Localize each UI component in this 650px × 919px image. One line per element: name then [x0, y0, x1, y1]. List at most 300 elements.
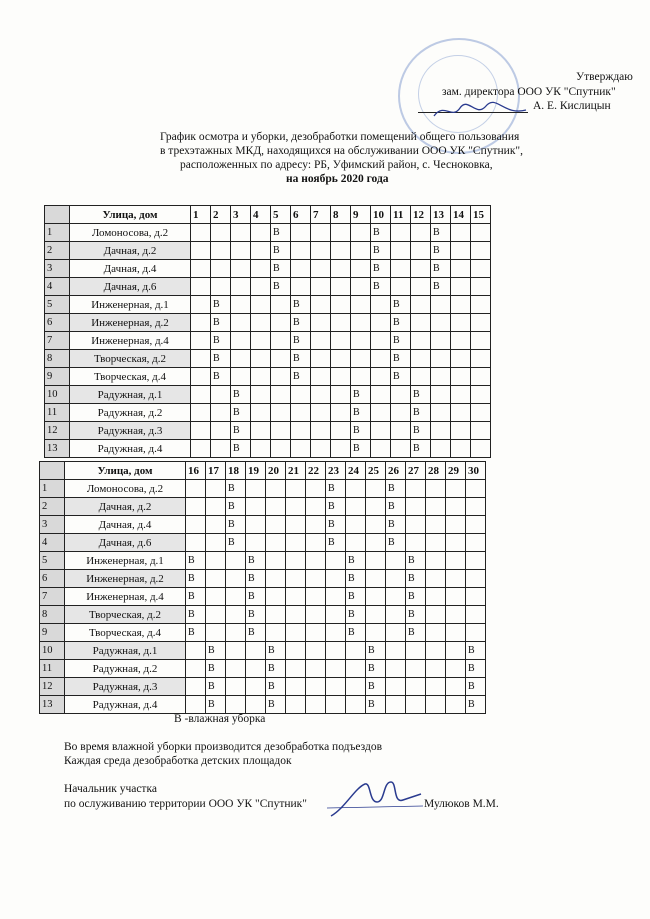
schedule-cell: В: [246, 624, 266, 642]
schedule-cell: [251, 260, 271, 278]
schedule-cell: В: [351, 386, 371, 404]
table-row: [40, 588, 486, 606]
header-day-column: 17: [206, 462, 226, 480]
schedule-cell: В: [406, 570, 426, 588]
schedule-cell: [226, 624, 246, 642]
header-day-column: 5: [271, 206, 291, 224]
schedule-cell: [211, 260, 231, 278]
schedule-cell: [466, 588, 486, 606]
schedule-cell: [426, 696, 446, 714]
schedule-cell: В: [231, 404, 251, 422]
schedule-cell: [411, 296, 431, 314]
approval-name: А. Е. Кислицын: [533, 100, 611, 112]
header-day-column: 22: [306, 462, 326, 480]
schedule-cell: В: [326, 516, 346, 534]
schedule-cell: В: [391, 350, 411, 368]
row-number: 9: [45, 368, 70, 386]
row-number: 10: [45, 386, 70, 404]
schedule-cell: [326, 624, 346, 642]
schedule-cell: [466, 534, 486, 552]
schedule-cell: [206, 480, 226, 498]
schedule-cell: [331, 242, 351, 260]
row-number: 2: [40, 498, 65, 516]
schedule-cell: [186, 660, 206, 678]
schedule-cell: [186, 678, 206, 696]
schedule-cell: В: [346, 624, 366, 642]
schedule-cell: [366, 624, 386, 642]
row-number: 11: [40, 660, 65, 678]
schedule-cell: [266, 534, 286, 552]
schedule-cell: [231, 224, 251, 242]
row-number: 10: [40, 642, 65, 660]
schedule-cell: [366, 498, 386, 516]
schedule-cell: В: [411, 404, 431, 422]
schedule-cell: В: [186, 624, 206, 642]
schedule-cell: [291, 242, 311, 260]
street-address: Ломоносова, д.2: [65, 480, 186, 498]
schedule-cell: [406, 678, 426, 696]
row-number: 8: [40, 606, 65, 624]
schedule-cell: [391, 260, 411, 278]
schedule-cell: [466, 624, 486, 642]
schedule-cell: [246, 498, 266, 516]
schedule-cell: В: [351, 440, 371, 458]
schedule-cell: [411, 350, 431, 368]
schedule-cell: [371, 350, 391, 368]
header-day-column: 11: [391, 206, 411, 224]
table-row: [40, 552, 486, 570]
schedule-cell: [226, 660, 246, 678]
schedule-cell: [331, 260, 351, 278]
schedule-cell: [411, 314, 431, 332]
street-address: Инженерная, д.2: [65, 570, 186, 588]
schedule-cell: [351, 242, 371, 260]
schedule-cell: [226, 552, 246, 570]
schedule-cell: [311, 404, 331, 422]
schedule-cell: [446, 570, 466, 588]
street-address: Творческая, д.2: [65, 606, 186, 624]
street-address: Дачная, д.6: [70, 278, 191, 296]
schedule-cell: [271, 314, 291, 332]
schedule-cell: [331, 332, 351, 350]
schedule-cell: [471, 278, 491, 296]
schedule-cell: [191, 350, 211, 368]
header-street-column: Улица, дом: [70, 206, 191, 224]
schedule-cell: [331, 278, 351, 296]
schedule-cell: [266, 588, 286, 606]
schedule-cell: [291, 278, 311, 296]
schedule-cell: [346, 480, 366, 498]
header-day-column: 16: [186, 462, 206, 480]
schedule-cell: [426, 498, 446, 516]
schedule-cell: [191, 404, 211, 422]
schedule-cell: [446, 588, 466, 606]
schedule-cell: [351, 296, 371, 314]
schedule-cell: [386, 606, 406, 624]
note-line2: Каждая среда дезобработка детских площадок: [64, 755, 292, 767]
schedule-cell: [271, 404, 291, 422]
schedule-cell: [451, 404, 471, 422]
schedule-cell: [371, 404, 391, 422]
header-day-column: 9: [351, 206, 371, 224]
schedule-cell: [406, 642, 426, 660]
schedule-cell: [311, 368, 331, 386]
schedule-cell: [266, 624, 286, 642]
schedule-cell: В: [226, 498, 246, 516]
schedule-cell: [286, 588, 306, 606]
street-address: Инженерная, д.4: [65, 588, 186, 606]
street-address: Радужная, д.2: [65, 660, 186, 678]
schedule-cell: [286, 678, 306, 696]
street-address: Радужная, д.2: [70, 404, 191, 422]
schedule-cell: [251, 278, 271, 296]
schedule-cell: [431, 404, 451, 422]
schedule-cell: [471, 350, 491, 368]
schedule-cell: [371, 332, 391, 350]
table-row: [45, 296, 491, 314]
schedule-cell: В: [271, 242, 291, 260]
header-day-column: 25: [366, 462, 386, 480]
schedule-cell: [346, 660, 366, 678]
schedule-cell: В: [246, 606, 266, 624]
schedule-cell: В: [291, 350, 311, 368]
schedule-cell: [326, 606, 346, 624]
row-number: 1: [40, 480, 65, 498]
doc-title-period: на ноябрь 2020 года: [286, 173, 389, 185]
schedule-cell: [431, 422, 451, 440]
header-day-column: 8: [331, 206, 351, 224]
schedule-cell: [371, 422, 391, 440]
header-day-column: 18: [226, 462, 246, 480]
schedule-cell: [431, 314, 451, 332]
schedule-cell: [251, 314, 271, 332]
schedule-cell: [291, 260, 311, 278]
schedule-cell: В: [411, 440, 431, 458]
header-day-column: 23: [326, 462, 346, 480]
schedule-cell: [211, 386, 231, 404]
schedule-cell: [226, 696, 246, 714]
schedule-cell: [311, 350, 331, 368]
schedule-cell: В: [206, 660, 226, 678]
schedule-cell: [431, 440, 451, 458]
schedule-cell: [451, 278, 471, 296]
schedule-cell: [286, 570, 306, 588]
header-day-column: 4: [251, 206, 271, 224]
schedule-cell: [286, 534, 306, 552]
schedule-cell: [451, 242, 471, 260]
schedule-cell: [206, 606, 226, 624]
schedule-cell: [231, 368, 251, 386]
schedule-cell: [211, 224, 231, 242]
schedule-cell: [191, 422, 211, 440]
schedule-cell: [451, 314, 471, 332]
signoff-position-line2: по оcлуживанию территории ООО УК "Спутник": [64, 798, 307, 810]
schedule-cell: [311, 260, 331, 278]
schedule-cell: [411, 224, 431, 242]
schedule-cell: В: [246, 552, 266, 570]
table-row: [40, 642, 486, 660]
schedule-cell: [366, 516, 386, 534]
schedule-cell: [331, 314, 351, 332]
header-day-column: 20: [266, 462, 286, 480]
schedule-cell: [431, 350, 451, 368]
schedule-cell: [391, 278, 411, 296]
header-day-column: 21: [286, 462, 306, 480]
approval-position: зам. директора ООО УК "Спутник": [442, 86, 616, 98]
schedule-cell: [406, 480, 426, 498]
schedule-cell: В: [346, 552, 366, 570]
schedule-cell: [311, 386, 331, 404]
header-day-column: 3: [231, 206, 251, 224]
header-day-column: 12: [411, 206, 431, 224]
doc-title-line1: График осмотра и уборки, дезобработки помещений общего пользования: [160, 131, 520, 143]
schedule-cell: [371, 440, 391, 458]
schedule-cell: В: [431, 242, 451, 260]
schedule-cell: [346, 642, 366, 660]
row-number: 3: [45, 260, 70, 278]
schedule-cell: [386, 552, 406, 570]
schedule-cell: [266, 516, 286, 534]
schedule-cell: В: [211, 314, 231, 332]
schedule-cell: [186, 498, 206, 516]
schedule-cell: [406, 660, 426, 678]
schedule-cell: [391, 404, 411, 422]
row-number: 13: [40, 696, 65, 714]
schedule-cell: [426, 534, 446, 552]
schedule-cell: В: [406, 588, 426, 606]
row-number: 5: [45, 296, 70, 314]
schedule-cell: [311, 224, 331, 242]
table-row: [40, 696, 486, 714]
schedule-cell: [326, 696, 346, 714]
schedule-cell: [426, 642, 446, 660]
schedule-cell: [411, 242, 431, 260]
schedule-cell: В: [391, 332, 411, 350]
schedule-cell: В: [231, 422, 251, 440]
schedule-cell: В: [206, 642, 226, 660]
header-day-column: 19: [246, 462, 266, 480]
schedule-cell: [351, 332, 371, 350]
schedule-cell: [446, 498, 466, 516]
schedule-cell: В: [291, 332, 311, 350]
schedule-cell: [471, 224, 491, 242]
schedule-cell: В: [346, 570, 366, 588]
schedule-cell: [391, 224, 411, 242]
street-address: Инженерная, д.4: [70, 332, 191, 350]
table-row: [45, 368, 491, 386]
header-day-column: 14: [451, 206, 471, 224]
schedule-cell: В: [226, 534, 246, 552]
schedule-cell: [326, 552, 346, 570]
schedule-cell: В: [466, 642, 486, 660]
schedule-cell: [291, 404, 311, 422]
schedule-cell: [246, 660, 266, 678]
schedule-cell: [446, 696, 466, 714]
header-day-column: 7: [311, 206, 331, 224]
schedule-cell: [231, 296, 251, 314]
schedule-cell: В: [431, 278, 451, 296]
schedule-cell: В: [431, 260, 451, 278]
schedule-cell: [451, 350, 471, 368]
schedule-cell: [426, 624, 446, 642]
schedule-cell: [211, 422, 231, 440]
schedule-cell: [326, 588, 346, 606]
schedule-cell: В: [291, 296, 311, 314]
schedule-cell: [431, 332, 451, 350]
schedule-cell: [206, 624, 226, 642]
schedule-cell: [186, 642, 206, 660]
schedule-cell: [331, 422, 351, 440]
schedule-cell: [266, 570, 286, 588]
schedule-cell: [451, 440, 471, 458]
schedule-cell: [306, 570, 326, 588]
header-day-column: 30: [466, 462, 486, 480]
table-row: [45, 404, 491, 422]
schedule-cell: [426, 570, 446, 588]
street-address: Дачная, д.2: [65, 498, 186, 516]
approval-label: Утверждаю: [576, 71, 633, 83]
row-number: 2: [45, 242, 70, 260]
schedule-cell: [226, 606, 246, 624]
schedule-cell: [451, 296, 471, 314]
header-day-column: 15: [471, 206, 491, 224]
schedule-cell: В: [211, 296, 231, 314]
schedule-cell: [351, 278, 371, 296]
schedule-cell: В: [366, 678, 386, 696]
table-row: [45, 440, 491, 458]
schedule-cell: [291, 224, 311, 242]
schedule-cell: В: [386, 534, 406, 552]
header-day-column: 29: [446, 462, 466, 480]
schedule-cell: В: [231, 386, 251, 404]
schedule-cell: [251, 368, 271, 386]
schedule-cell: В: [271, 260, 291, 278]
schedule-cell: В: [431, 224, 451, 242]
schedule-cell: [391, 386, 411, 404]
schedule-cell: В: [326, 480, 346, 498]
schedule-cell: [331, 296, 351, 314]
schedule-cell: [366, 552, 386, 570]
schedule-cell: [391, 242, 411, 260]
schedule-table-days-16-30: [39, 461, 486, 714]
header-day-column: 26: [386, 462, 406, 480]
schedule-cell: [351, 314, 371, 332]
schedule-cell: [206, 588, 226, 606]
schedule-cell: [266, 552, 286, 570]
schedule-cell: [306, 606, 326, 624]
schedule-cell: [251, 332, 271, 350]
schedule-cell: В: [186, 570, 206, 588]
schedule-cell: [186, 516, 206, 534]
schedule-cell: В: [371, 278, 391, 296]
schedule-cell: [426, 480, 446, 498]
street-address: Творческая, д.4: [70, 368, 191, 386]
schedule-cell: В: [371, 242, 391, 260]
schedule-cell: [326, 570, 346, 588]
schedule-cell: В: [266, 696, 286, 714]
schedule-cell: В: [371, 260, 391, 278]
street-address: Инженерная, д.2: [70, 314, 191, 332]
schedule-cell: [211, 242, 231, 260]
schedule-cell: В: [366, 642, 386, 660]
street-address: Дачная, д.4: [70, 260, 191, 278]
schedule-cell: [271, 368, 291, 386]
doc-title-line2: в трехэтажных МКД, находящихся на обслуживании ООО УК "Спутник",: [160, 145, 523, 157]
table-row: [40, 660, 486, 678]
schedule-cell: [286, 606, 306, 624]
schedule-cell: [306, 552, 326, 570]
schedule-cell: [471, 368, 491, 386]
schedule-cell: [271, 350, 291, 368]
schedule-cell: [251, 440, 271, 458]
schedule-cell: [386, 588, 406, 606]
schedule-cell: [386, 678, 406, 696]
table-row: [40, 516, 486, 534]
schedule-cell: В: [271, 278, 291, 296]
schedule-cell: В: [246, 588, 266, 606]
schedule-cell: [466, 498, 486, 516]
header-blank-cell: [40, 462, 65, 480]
schedule-cell: [306, 480, 326, 498]
schedule-cell: В: [346, 588, 366, 606]
schedule-cell: [351, 224, 371, 242]
schedule-cell: [471, 296, 491, 314]
schedule-cell: [311, 422, 331, 440]
schedule-cell: [251, 296, 271, 314]
schedule-cell: [246, 696, 266, 714]
schedule-cell: [451, 224, 471, 242]
schedule-cell: [471, 422, 491, 440]
schedule-cell: [366, 570, 386, 588]
header-street-column: Улица, дом: [65, 462, 186, 480]
schedule-cell: [346, 534, 366, 552]
schedule-cell: [311, 440, 331, 458]
schedule-cell: [186, 480, 206, 498]
schedule-cell: [306, 588, 326, 606]
schedule-cell: [446, 606, 466, 624]
schedule-cell: [311, 278, 331, 296]
schedule-cell: В: [211, 368, 231, 386]
street-address: Дачная, д.6: [65, 534, 186, 552]
schedule-cell: [446, 516, 466, 534]
schedule-cell: [311, 242, 331, 260]
schedule-cell: [346, 678, 366, 696]
row-number: 7: [45, 332, 70, 350]
schedule-cell: [251, 404, 271, 422]
schedule-cell: [406, 516, 426, 534]
row-number: 4: [40, 534, 65, 552]
schedule-cell: [191, 242, 211, 260]
schedule-cell: [206, 516, 226, 534]
table-row: [40, 624, 486, 642]
schedule-cell: [286, 516, 306, 534]
schedule-cell: [206, 498, 226, 516]
schedule-cell: [411, 278, 431, 296]
schedule-cell: [466, 480, 486, 498]
schedule-cell: [386, 570, 406, 588]
schedule-cell: [426, 588, 446, 606]
table-row: [40, 606, 486, 624]
schedule-cell: В: [266, 660, 286, 678]
schedule-cell: [406, 534, 426, 552]
schedule-cell: В: [186, 588, 206, 606]
street-address: Инженерная, д.1: [65, 552, 186, 570]
schedule-cell: В: [226, 480, 246, 498]
street-address: Радужная, д.1: [70, 386, 191, 404]
schedule-cell: В: [366, 660, 386, 678]
schedule-cell: [246, 642, 266, 660]
schedule-cell: [211, 440, 231, 458]
